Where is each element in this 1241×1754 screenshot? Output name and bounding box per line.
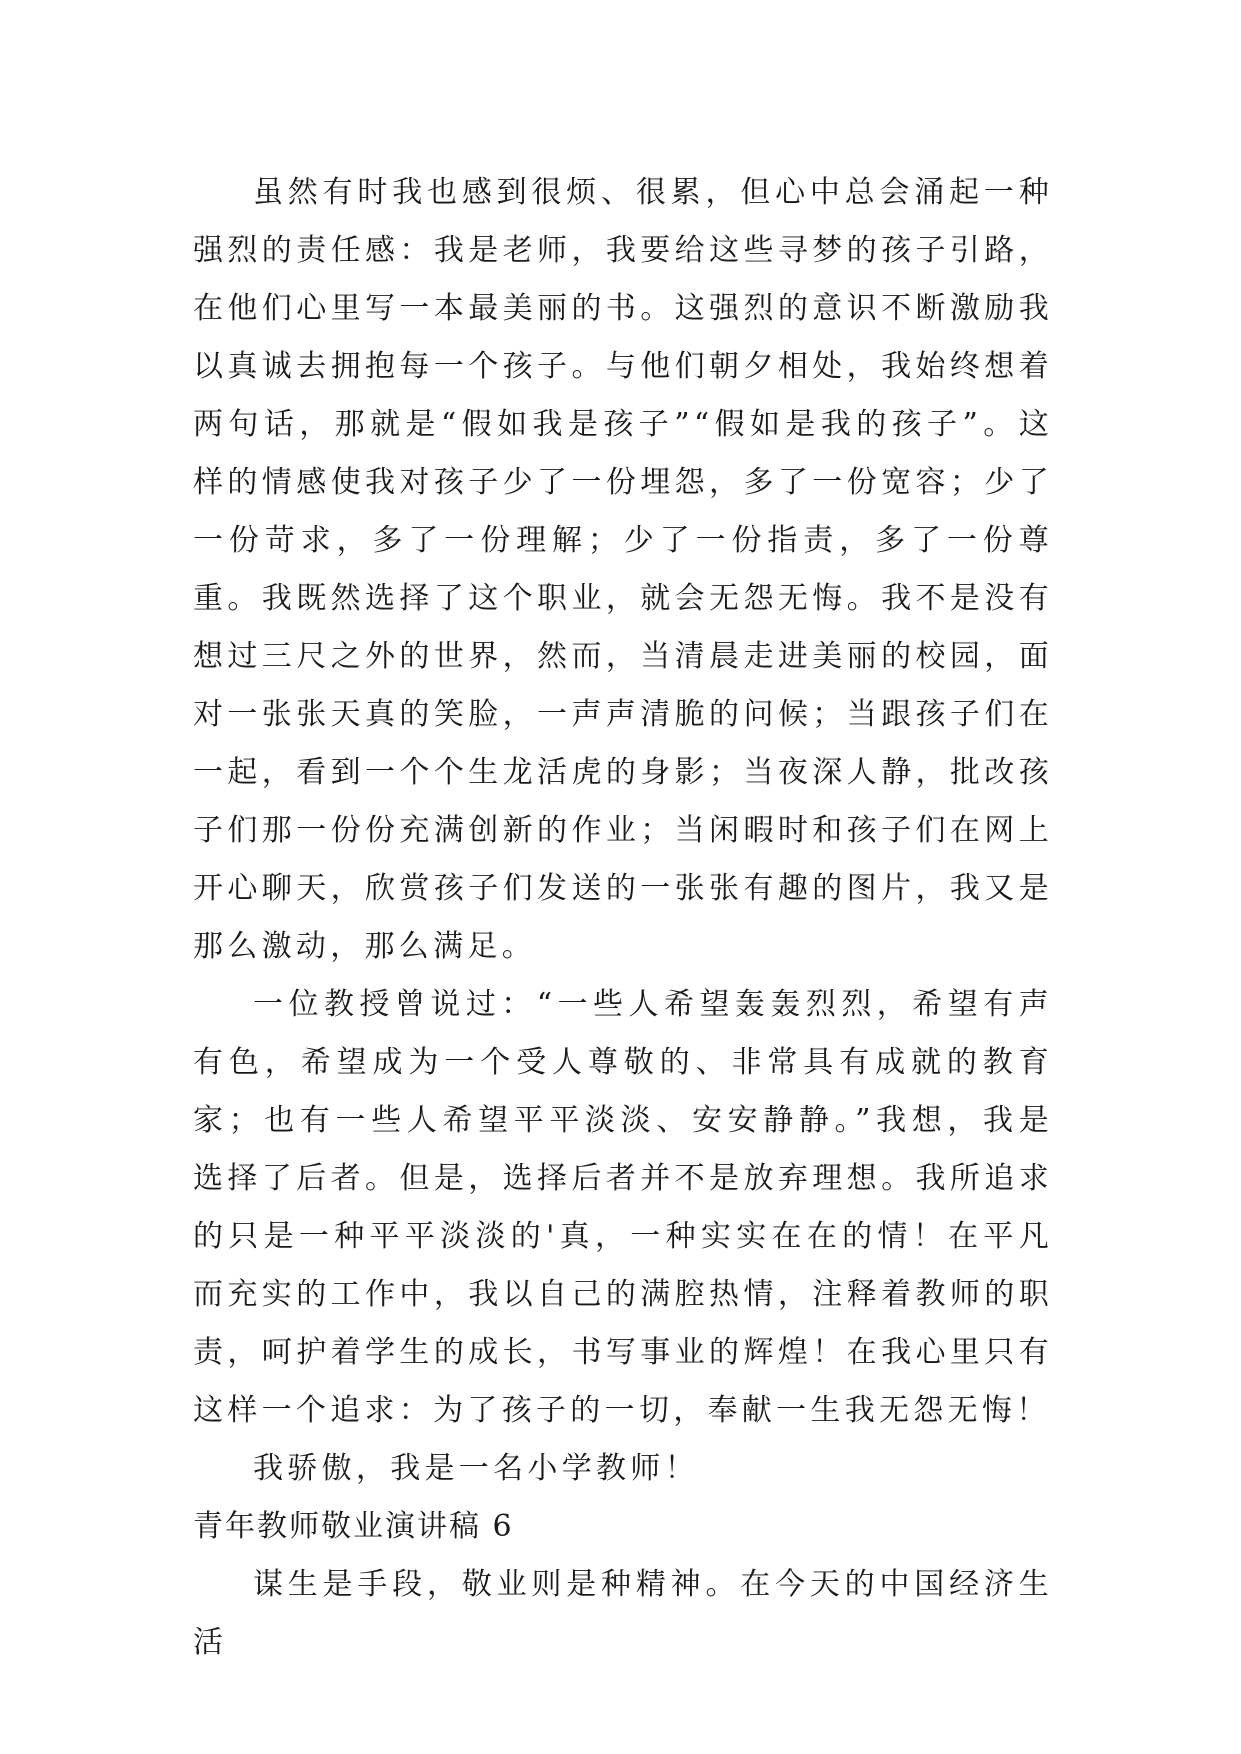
paragraph-pride: 我骄傲，我是一名小学教师！ xyxy=(253,1451,699,1486)
paragraph-dedication: 谋生是手段，敬业则是种精神。在今天的中国经济生活 xyxy=(193,1567,1053,1660)
section-heading: 青年教师敬业演讲稿 6 xyxy=(193,1509,514,1544)
paragraph-professor-quote: 一位教授曾说过：“一些人希望轰轰烈烈，希望有声有色，希望成为一个受人尊敬的、非常具有成就的教育家；也有一些人希望平平淡淡、安安静静。”我想，我是选择了后者。但是，选择后者并不是放弃理想。我所追求的只是一种平平淡淡的'真，一种实实在在的情！在平凡而充实的工作中，我以自己的满腔热情，注释着教师的职责，呵护着学生的成长，书写事业的辉煌！在我心里只有这样一个追求：为了孩子的一切，奉献一生我无怨无悔！ xyxy=(193,987,1053,1428)
document-body xyxy=(193,164,1053,1672)
paragraph-responsibility: 虽然有时我也感到很烦、很累，但心中总会涌起一种强烈的责任感：我是老师，我要给这些寻梦的孩子引路，在他们心里写一本最美丽的书。这强烈的意识不断激励我以真诚去拥抱每一个孩子。与他们朝夕相处，我始终想着两句话，那就是“假如我是孩子”“假如是我的孩子”。这样的情感使我对孩子少了一份埋怨，多了一份宽容；少了一份苛求，多了一份理解；少了一份指责，多了一份尊重。我既然选择了这个职业，就会无怨无悔。我不是没有想过三尺之外的世界，然而，当清晨走进美丽的校园，面对一张张天真的笑脸，一声声清脆的问候；当跟孩子们在一起，看到一个个生龙活虎的身影；当夜深人静，批改孩子们那一份份充满创新的作业；当闲暇时和孩子们在网上开心聊天，欣赏孩子们发送的一张张有趣的图片，我又是那么激动，那么满足。 xyxy=(193,175,1053,964)
